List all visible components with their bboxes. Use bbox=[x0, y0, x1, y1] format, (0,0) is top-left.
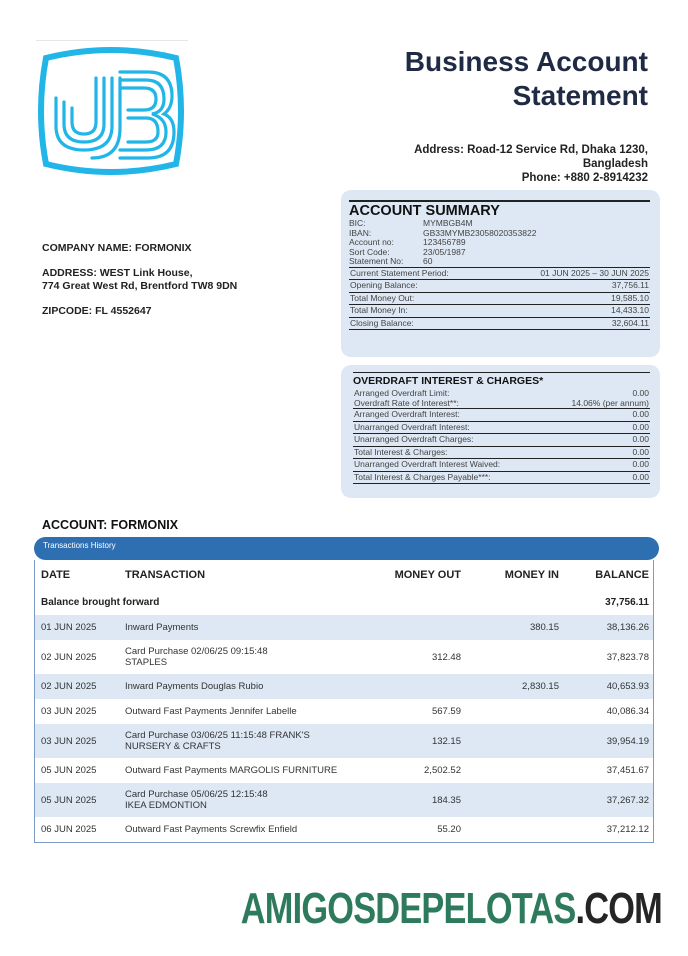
overdraft-total-payable: Total Interest & Charges Payable***: 0.00 bbox=[353, 471, 650, 485]
row-date: 02 JUN 2025 bbox=[41, 651, 97, 663]
overdraft-title: OVERDRAFT INTEREST & CHARGES* bbox=[353, 372, 650, 388]
customer-zipcode: ZIPCODE: FL 4552647 bbox=[42, 305, 152, 317]
overdraft-unarranged-interest: Unarranged Overdraft Interest: 0.00 bbox=[354, 421, 649, 432]
table-row bbox=[35, 817, 653, 842]
row-balance: 38,136.26 bbox=[606, 622, 649, 633]
row-balance: 37,823.78 bbox=[606, 651, 649, 663]
column-header-balance: BALANCE bbox=[595, 569, 649, 581]
column-header-transaction: TRANSACTION bbox=[125, 568, 206, 581]
row-transaction: Inward Payments Douglas Rubio bbox=[125, 681, 264, 692]
row-date: 05 JUN 2025 bbox=[41, 794, 97, 806]
row-money-out: 55.20 bbox=[437, 824, 461, 835]
summary-detail-iban: IBAN: GB33MYMB23058020353822 bbox=[349, 227, 537, 238]
table-row bbox=[35, 640, 653, 674]
overdraft-interest-waived: Unarranged Overdraft Interest Waived: 0.00 bbox=[354, 459, 649, 469]
row-transaction: Inward Payments bbox=[125, 622, 199, 633]
row-date: 06 JUN 2025 bbox=[41, 824, 97, 835]
column-header-money-out: MONEY OUT bbox=[394, 569, 461, 581]
customer-address-line-1: ADDRESS: WEST Link House, bbox=[42, 267, 193, 279]
watermark-part-1: AMIGOSDEPELOTAS bbox=[240, 884, 576, 933]
customer-block bbox=[42, 242, 237, 330]
table-row bbox=[35, 724, 653, 758]
row-balance: 40,653.93 bbox=[606, 681, 649, 692]
summary-total-money-in: Total Money In: 14,433.10 bbox=[350, 305, 649, 315]
overdraft-rate-of-interest: Overdraft Rate of Interest**: 14.06% (per annum) bbox=[354, 398, 649, 408]
balance-brought-forward-row bbox=[35, 590, 653, 615]
transactions-history-title: Transactions History bbox=[43, 541, 116, 550]
summary-statement-period: Current Statement Period: 01 JUN 2025 – 30 JUN 2025 bbox=[350, 267, 649, 278]
table-row bbox=[35, 615, 653, 640]
overdraft-unarranged-charges: Unarranged Overdraft Charges: 0.00 bbox=[354, 434, 649, 444]
overdraft-total-interest-charges: Total Interest & Charges: 0.00 bbox=[354, 446, 649, 457]
transactions-history-bar bbox=[34, 537, 659, 560]
table-row bbox=[35, 783, 653, 817]
row-transaction: Card Purchase 02/06/25 09:15:48 STAPLES bbox=[125, 646, 268, 668]
row-money-out: 132.15 bbox=[431, 735, 461, 747]
summary-opening-balance: Opening Balance: 37,756.11 bbox=[350, 280, 649, 290]
title-line-1: Business Account bbox=[404, 46, 648, 77]
summary-detail-bic: BIC: MYMBGB4M bbox=[349, 218, 473, 228]
overdraft-panel bbox=[341, 365, 660, 498]
account-label: ACCOUNT: FORMONIX bbox=[42, 518, 179, 532]
row-balance: 40,086.34 bbox=[606, 706, 649, 717]
row-transaction: Outward Fast Payments Jennifer Labelle bbox=[125, 706, 297, 717]
customer-address-line-2: 774 Great West Rd, Brentford TW8 9DN bbox=[42, 280, 238, 292]
row-transaction: Outward Fast Payments Screwfix Enfield bbox=[125, 824, 298, 835]
row-money-in: 2,830.15 bbox=[522, 681, 559, 692]
row-transaction: Card Purchase 05/06/25 12:15:48 IKEA EDMONTION bbox=[125, 789, 268, 811]
column-header-money-in: MONEY IN bbox=[504, 569, 559, 581]
row-date: 03 JUN 2025 bbox=[41, 735, 97, 747]
page-title bbox=[405, 45, 648, 113]
row-balance: 37,267.32 bbox=[606, 794, 649, 806]
row-money-out: 567.59 bbox=[431, 706, 461, 717]
bank-logo bbox=[36, 44, 186, 178]
title-line-2: Statement bbox=[512, 80, 648, 111]
summary-closing-balance: Closing Balance: 32,604.11 bbox=[349, 317, 650, 331]
customer-address bbox=[42, 267, 237, 293]
table-row bbox=[35, 758, 653, 783]
logo-divider bbox=[36, 40, 188, 41]
row-money-out: 2,502.52 bbox=[424, 765, 461, 776]
row-money-in: 380.15 bbox=[529, 622, 559, 633]
table-header-row bbox=[35, 560, 653, 590]
column-header-date: DATE bbox=[41, 569, 71, 581]
summary-detail-sort-code: Sort Code: 23/05/1987 bbox=[349, 246, 466, 257]
row-transaction: Outward Fast Payments MARGOLIS FURNITURE bbox=[125, 765, 338, 776]
bank-address-line-1: Address: Road-12 Service Rd, Dhaka 1230, bbox=[414, 144, 648, 156]
summary-detail-statement-no: Statement No: 60 bbox=[349, 256, 433, 266]
watermark-part-2: .COM bbox=[575, 884, 662, 933]
row-money-out: 184.35 bbox=[431, 794, 461, 806]
balance-brought-forward-value: 37,756.11 bbox=[605, 597, 649, 608]
row-transaction: Card Purchase 03/06/25 11:15:48 FRANK'S NURSERY & CRAFTS bbox=[125, 730, 310, 752]
table-row bbox=[35, 674, 653, 699]
overdraft-arranged-limit: Arranged Overdraft Limit: 0.00 bbox=[354, 388, 649, 398]
account-summary-panel bbox=[341, 190, 660, 357]
row-balance: 37,212.12 bbox=[606, 824, 649, 835]
jb-logo-icon bbox=[36, 44, 186, 178]
bank-phone: Phone: +880 2-8914232 bbox=[521, 172, 648, 184]
company-name: COMPANY NAME: FORMONIX bbox=[42, 242, 192, 254]
summary-detail-account-no: Account no: 123456789 bbox=[349, 237, 466, 247]
row-money-out: 312.48 bbox=[431, 651, 461, 663]
account-summary-title: ACCOUNT SUMMARY bbox=[349, 200, 650, 219]
transactions-table bbox=[34, 560, 654, 843]
row-date: 05 JUN 2025 bbox=[41, 765, 97, 776]
row-date: 03 JUN 2025 bbox=[41, 706, 97, 717]
row-date: 02 JUN 2025 bbox=[41, 681, 97, 692]
summary-total-money-out: Total Money Out: 19,585.10 bbox=[350, 292, 649, 303]
table-row bbox=[35, 699, 653, 724]
bank-address-block bbox=[414, 143, 648, 185]
row-balance: 39,954.19 bbox=[606, 735, 649, 747]
overdraft-arranged-interest: Arranged Overdraft Interest: 0.00 bbox=[354, 409, 649, 419]
row-balance: 37,451.67 bbox=[606, 765, 649, 776]
bank-address-line-2: Bangladesh bbox=[582, 158, 648, 170]
row-date: 01 JUN 2025 bbox=[41, 622, 97, 633]
watermark-text bbox=[241, 880, 662, 938]
balance-brought-forward-label: Balance brought forward bbox=[41, 597, 160, 608]
